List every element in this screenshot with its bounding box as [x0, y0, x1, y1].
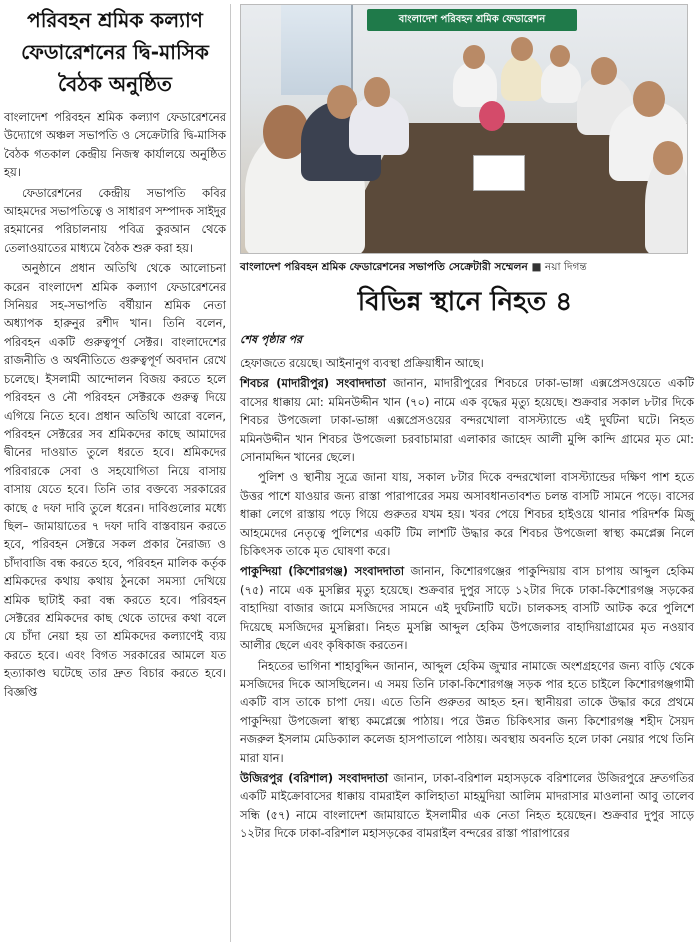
photo-person [541, 61, 581, 103]
meeting-photo [240, 4, 688, 254]
section-text: জানান, মাদারীপুরের শিবচরে ঢাকা-ভাঙ্গা এক্সপ্রেসওয়েতে একটি বাসের ধাক্কায় মো: মমিনউদ্দীন খান (৭০) নামে এক বৃদ্ধের মৃত্যু হয়েছে। শুক্রবার সকাল ৮টার দিকে শিবচর উপজেলা ঢাকা-ভাঙ্গা এক্সপ্রেসওয়ের বন্দরখোলা বাসস্ট্যান্ডে এই দুর্ঘটনা ঘটে। নিহত মমিনউদ্দীন খান শিবচর উপজেলা চরবাচামারা এলাকার জাহেদ আলী মুন্সি কান্দি গ্রামের মৃত মো: সোনামদ্দিন খানের ছেলে। [240, 376, 694, 465]
intro-line: হেফাজতে রয়েছে। আইনানুগ ব্যবস্থা প্রক্রিয়াধীন আছে। [240, 356, 484, 370]
section-lead: শিবচর (মাদারীপুর) সংবাদদাতা [240, 376, 386, 391]
section-lead: পাকুন্দিয়া (কিশোরগঞ্জ) সংবাদদাতা [240, 564, 404, 579]
photo-person-head [550, 45, 570, 67]
photo-person-head [511, 37, 533, 61]
section-lead: উজিরপুর (বরিশাল) সংবাদদাতা [240, 770, 388, 785]
column-divider [230, 4, 231, 942]
photo-person-head [364, 77, 390, 107]
continued-label: শেষ পৃষ্ঠার পর [240, 333, 303, 346]
photo-source: ■ নয়া দিগন্ত [531, 261, 587, 273]
photo-person-head [463, 45, 485, 69]
photo-window [281, 5, 353, 95]
photo-banner: বাংলাদেশ পরিবহন শ্রমিক ফেডারেশন [367, 9, 577, 31]
photo-person-head [653, 141, 683, 175]
right-article-headline: বিভিন্ন স্থানে নিহত ৪ [357, 287, 573, 317]
left-article-paragraph: ফেডারেশনের কেন্দ্রীয় সভাপতি কবির আহমদের সভাপতিত্বে ও সাধারণ সম্পাদক সাইদুর রহমানের পরিচালনায় পবিত্র কুরআন থেকে তেলাওয়াতের মাধ্যমে বৈঠক শুরু করা হয়। [4, 185, 226, 255]
photo-tissue-box [473, 155, 525, 191]
section-paragraph: পুলিশ ও স্থানীয় সূত্রে জানা যায়, সকাল ৮টার দিকে বন্দরখোলা বাসস্ট্যান্ডের দক্ষিণ পাশ হতে উত্তর পাশে যাওয়ার জন্য রাস্তা পারাপারের সময় অসাবধানতাবশত চলন্ত বাসটি সামনে পড়ে। বাসের ধাক্কা লেগে রাস্তায় পড়ে গিয়ে গুরুতর যখম হয়। খবর পেয়ে শিবচর হাইওয়ে থানার পরিদর্শক মিজু আহমেদের নেতৃত্বে পুলিশের একটি টিম লাশটি উদ্ধার করে শিবচর উপজেলা স্বাস্থ্য কমপ্লেক্স নিলে চিকিৎসক তাকে মৃত ঘোষণা করে। [240, 470, 694, 559]
photo-person-head [591, 57, 617, 85]
photo-person-head [633, 81, 665, 117]
photo-flowers [479, 101, 505, 131]
left-article-paragraph: অনুষ্ঠানে প্রধান অতিথি থেকে আলোচনা করেন বাংলাদেশ শ্রমিক কল্যাণ ফেডারেশনের সিনিয়র সহ-সভাপতি বর্ষীয়ান শ্রমিক নেতা অধ্যাপক হারুনুর রশীদ খান। তিনি বলেন, পরিবহন একটি গুরুত্বপূর্ণ সেক্টর। বাংলাদেশের রাজনীতি ও অর্থনীতিতে গুরুত্বপূর্ণ অবদান রেখে চলেছে। ইসলামী আন্দোলন বিজয় করতে হলে পরিবহন ও নৌ পরিবহন সেক্টরকে গুরুত্ব দিয়ে এগিয়ে নিতে হবে। প্রধান অতিথি আরো বলেন, পরিবহন সেক্টরের সব শ্রমিকদের কাছে আমাদের দ্বীনের দাওয়াত তুলে ধরতে হবে। শ্রমিকদের পরিবারকে সেবা ও সহযোগিতা নিয়ে বাসায় বাসায় যেতে হবে। তিনি তার বক্তব্যে সরকারের কাছে ৫ দফা দাবি তুলে ধরেন। দাবিগুলোর মধ্যে ছিল– জামায়াতের ৭ দফা দাবি বাস্তবায়ন করতে হবে, পরিবহন সেক্টরে সকল প্রকার নৈরাজ্য ও চাঁদাবাজি বন্ধ করতে হবে, পরিবহন মালিক কর্তৃক শ্রমিকদের কথায় কথায় ঠুনকো সমস্যা দেখিয়ে শ্রমিক ছাটাই করা বন্ধ করতে হবে। পরিবহন সেক্টরের শ্রমিকদের কাছ থেকে তাদের কথা বলে যে চাঁদা নেয়া হয় তা শ্রমিকদের কল্যাণেই ব্যয় করতে হবে। এবং বিগত সরকারের আমলে যত হত্যাকাণ্ড ঘটেছে তার দ্রুত বিচার করতে হবে। বিজ্ঞপ্তি [4, 261, 226, 699]
photo-person [501, 55, 543, 101]
section-text: জানান, কিশোরগঞ্জের পাকুন্দিয়ায় বাস চাপায় আব্দুল হেকিম (৭৫) নামে এক মুসল্লির মৃত্যু হয়েছে। শুক্রবার দুপুর সাড়ে ১২টার দিকে ঢাকা-কিশোরগঞ্জ সড়কের বাহাদিয়া বাজার জামে মসজিদের সামনে এই দুর্ঘটনাটি ঘটে। চালকসহ বাসটি আটক করে পুলিশে দিয়েছে মসজিদের মুসল্লিরা। নিহত মুসল্লি আব্দুল হেকিম উপজেলার বাহাদিয়াগ্রামের মৃত নওয়াব আলীর ছেলে এবং কৃষিকাজ করতেন। [240, 564, 694, 653]
left-article [4, 4, 226, 942]
left-article-paragraph: বাংলাদেশ পরিবহন শ্রমিক কল্যাণ ফেডারেশনের উদ্যোগে অঞ্চল সভাপতি ও সেক্রেটারি দ্বি-মাসিক বৈঠক গতকাল কেন্দ্রীয় নিজস্ব কার্যালয়ে অনুষ্ঠিত হয়। [4, 110, 226, 180]
section-paragraph: নিহতের ভাগিনা শাহাবুদ্দিন জানান, আব্দুল হেকিম জুম্মার নামাজে অংশগ্রহণের জন্য বাড়ি থেকে মসজিদের দিকে আসছিলেন। এ সময় তিনি ঢাকা-কিশোরগঞ্জ সড়ক পার হতে চাইলে কিশোরগঞ্জগামী একটি বাস তাকে চাপা দেয়। এতে তিনি গুরুতর আহত হন। স্থানীয়রা তাকে উদ্ধার করে প্রথমে পাকুন্দিয়া উপজেলা স্বাস্থ্য কমপ্লেক্সে পাঠায়। পরে উন্নত চিকিৎসার জন্য কিশোরগঞ্জ শহীদ সৈয়দ নজরুল ইসলাম মেডিক্যাল কলেজ হাসপাতালে পাঠায়। অবস্থায় অবনতি হলে ঢাকা নেয়ার পথে তিনি মারা যান। [240, 658, 694, 765]
section-paragraph [236, 562, 694, 654]
section-paragraph [236, 769, 694, 843]
left-article-headline: পরিবহন শ্রমিক কল্যাণ ফেডারেশনের দ্বি-মাসিক বৈঠক অনুষ্ঠিত [21, 8, 209, 96]
photo-caption-text: বাংলাদেশ পরিবহন শ্রমিক ফেডারেশনের সভাপতি সেক্রেটারী সম্মেলন [240, 261, 528, 273]
section-text: জানান, ঢাকা-বরিশাল মহাসড়কে বরিশালের উজিরপুরে দ্রুতগতির একটি মাইক্রোবাসের ধাক্কায় বামরাইল কালিহাতা মাহমুদিয়া আলিম মাদরাসার মাওলানা আবু তালেব সন্ধি (৫৭) নামে বাংলাদেশ জামায়াতে ইসলামীর এক নেতা নিহত হয়েছেন। শুক্রবার দুপুর সাড়ে ১২টার দিকে ঢাকা-বরিশাল মহাসড়কের বামরাইল বন্দরের রাস্তা পারাপারের [240, 770, 695, 841]
photo-caption [240, 260, 694, 277]
section-paragraph [236, 374, 694, 466]
right-column [236, 4, 694, 942]
